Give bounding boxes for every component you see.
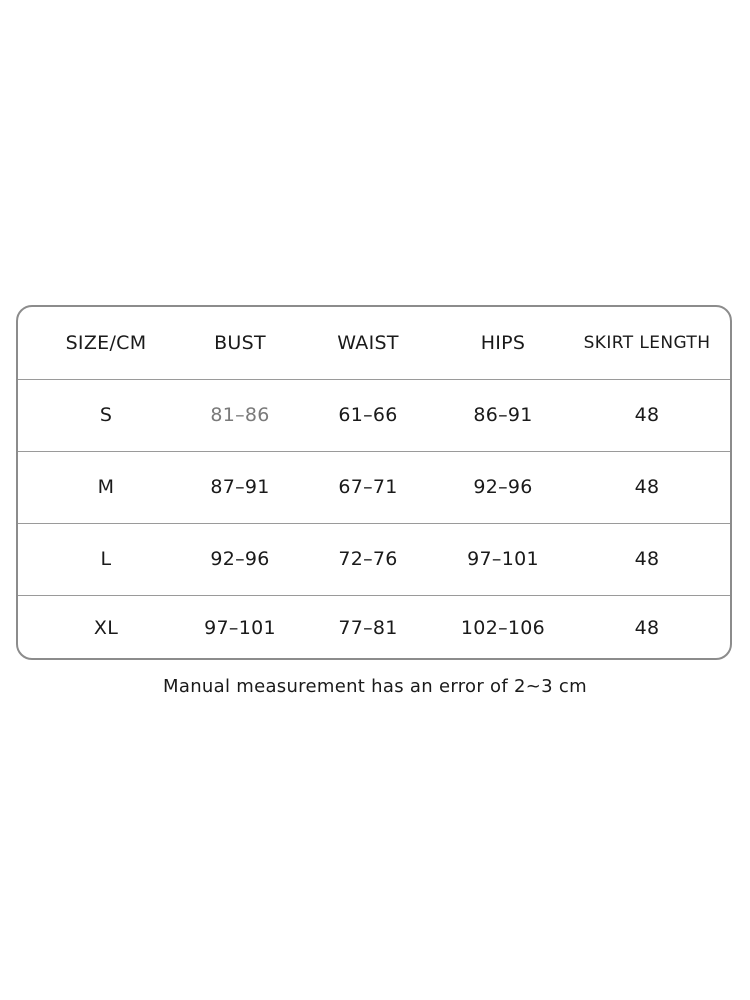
table-row [18, 523, 730, 595]
cell-bust: 81–86 [210, 404, 270, 426]
cell-skirt-length: 48 [634, 616, 660, 639]
table-row [18, 595, 730, 660]
cell-skirt-length: 48 [634, 404, 660, 426]
cell-size: M [97, 476, 115, 498]
table-row [18, 379, 730, 451]
cell-hips: 97–101 [467, 548, 539, 570]
cell-waist: 72–76 [338, 548, 398, 570]
table-row [18, 451, 730, 523]
cell-hips: 86–91 [473, 404, 533, 426]
cell-size: L [100, 548, 112, 570]
cell-waist: 77–81 [338, 616, 398, 639]
header-waist: WAIST [337, 332, 399, 354]
cell-skirt-length: 48 [634, 548, 660, 570]
cell-hips: 102–106 [460, 616, 546, 639]
cell-size: XL [93, 616, 119, 639]
header-size: SIZE/CM [65, 332, 147, 354]
cell-waist: 61–66 [338, 404, 398, 426]
header-skirt-length: SKIRT LENGTH [583, 333, 711, 353]
cell-bust: 87–91 [210, 476, 270, 498]
size-chart-table [16, 305, 732, 660]
measurement-note: Manual measurement has an error of 2~3 cm [163, 676, 587, 697]
header-bust: BUST [214, 332, 266, 354]
cell-size: S [99, 404, 113, 426]
cell-bust: 97–101 [204, 616, 276, 639]
table-header-row [18, 307, 730, 379]
cell-waist: 67–71 [338, 476, 398, 498]
cell-skirt-length: 48 [634, 476, 660, 498]
cell-hips: 92–96 [473, 476, 533, 498]
header-hips: HIPS [480, 332, 526, 354]
cell-bust: 92–96 [210, 548, 270, 570]
